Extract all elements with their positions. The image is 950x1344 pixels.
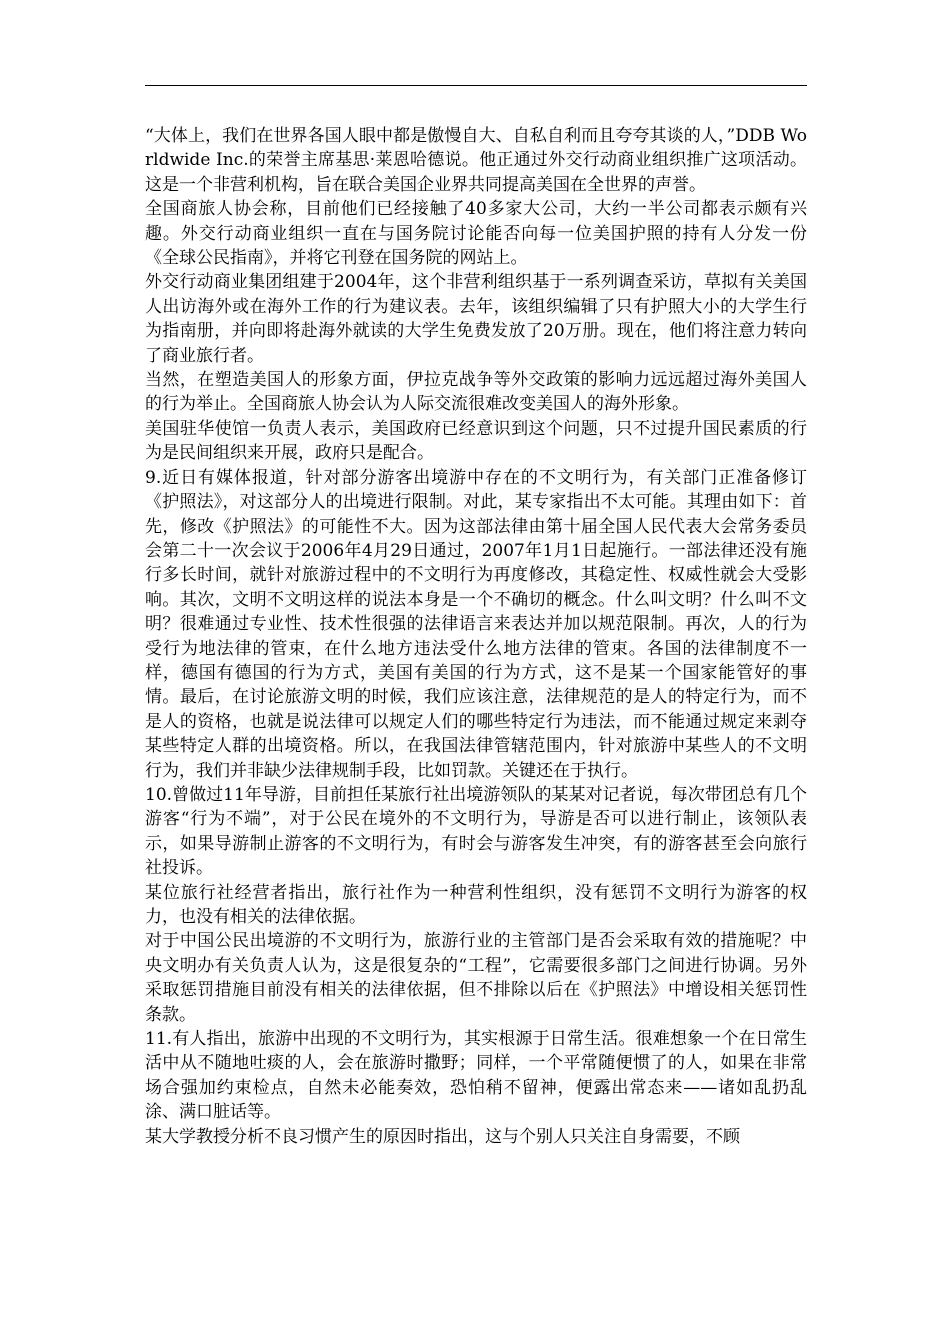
paragraph-travel-agency-operator: 某位旅行社经营者指出，旅行社作为一种营利性组织，没有惩罚不文明行为游客的权力，也没有相关的法律依据。 — [145, 882, 807, 927]
paragraph-business-group-founding: 外交行动商业集团组建于2004年，这个非营利组织基于一系列调查采访，草拟有关美国人出访海外或在海外工作的行为建议表。去年，该组织编辑了只有护照大小的大学生行为指南册，并向即将赴海外就读的大学生免费发放了20万册。现在，他们将注意力转向了商业旅行者。 — [145, 272, 807, 366]
paragraph-item-9: 9.近日有媒体报道，针对部分游客出境游中存在的不文明行为，有关部门正准备修订《护照法》，对这部分人的出境进行限制。对此，某专家指出不太可能。其理由如下：首先，修改《护照法》的可能性不大。因为这部法律由第十届全国人民代表大会常务委员会第二十一次会议于2006年4月29日通过，2007年1月1日起施行。一部法律还没有施行多长时间，就针对旅游过程中的不文明行为再度修改，其稳定性、权威性就会大受影响。其次，文明不文明这样的说法本身是一个不确切的概念。什么叫文明？什么叫不文明？很难通过专业性、技术性很强的法律语言来表达并加以规范限制。再次，人的行为受行为地法律的管束，在什么地方违法受什么地方法律的管束。各国的法律制度不一样，德国有德国的行为方式，美国有美国的行为方式，这不是某一个国家能管好的事情。最后，在讨论旅游文明的时候，我们应该注意，法律规范的是人的特定行为，而不是人的资格，也就是说法律可以规定人们的哪些特定行为违法，而不能通过规定来剥夺某些特定人群的出境资格。所以，在我国法律管辖范围内，针对旅游中某些人的不文明行为，我们并非缺少法律规制手段，比如罚款。关键还在于执行。 — [145, 467, 807, 781]
paragraph-business-travel-association: 全国商旅人协会称，目前他们已经接触了40多家大公司，大约一半公司都表示颇有兴趣。外交行动商业组织一直在与国务院讨论能否向每一位美国护照的持有人分发一份《全球公民指南》，并将它刊登在国务院的网站上。 — [145, 199, 807, 269]
paragraph-embassy-statement: 美国驻华使馆一负责人表示，美国政府已经意识到这个问题，只不过提升国民素质的行为是民间组织来开展，政府只是配合。 — [145, 418, 807, 464]
paragraph-quote-keith-reinhard: “大体上，我们在世界各国人眼中都是傲慢自大、自私自利而且夸夸其谈的人，”DDB Worldwide Inc.的荣誉主席基思·莱恩哈德说。他正通过外交行动商业组织推广这项活动。这是一个非营利机构，旨在联合美国企业界共同提高美国在全世界的声誉。 — [145, 126, 807, 195]
header-rule — [145, 85, 807, 86]
document-body — [145, 124, 807, 1149]
paragraph-item-11: 11.有人指出，旅游中出现的不文明行为，其实根源于日常生活。很难想象一个在日常生活中从不随地吐痰的人，会在旅游时撒野；同样，一个平常随便惯了的人，如果在非常场合强加约束检点，自然未必能奏效，恐怕稍不留神，便露出常态来——诸如乱扔乱涂、满口脏话等。 — [145, 1029, 807, 1123]
paragraph-item-10: 10.曾做过11年导游，目前担任某旅行社出境游领队的某某对记者说，每次带团总有几个游客“行为不端”，对于公民在境外的不文明行为，导游是否可以进行制止，该领队表示，如果导游制止游客的不文明行为，有时会与游客发生冲突，有的游客甚至会向旅行社投诉。 — [145, 784, 807, 879]
paragraph-civilization-office: 对于中国公民出境游的不文明行为，旅游行业的主管部门是否会采取有效的措施呢？中央文明办有关负责人认为，这是很复杂的“工程”，它需要很多部门之间进行协调。另外采取惩罚措施目前没有相关的法律依据，但不排除以后在《护照法》中增设相关惩罚性条款。 — [145, 931, 807, 1025]
paragraph-foreign-policy-influence: 当然，在塑造美国人的形象方面，伊拉克战争等外交政策的影响力远远超过海外美国人的行为举止。全国商旅人协会认为人际交流很难改变美国人的海外形象。 — [145, 370, 807, 415]
paragraph-professor-analysis: 某大学教授分析不良习惯产生的原因时指出，这与个别人只关注自身需要，不顾 — [145, 1126, 740, 1147]
